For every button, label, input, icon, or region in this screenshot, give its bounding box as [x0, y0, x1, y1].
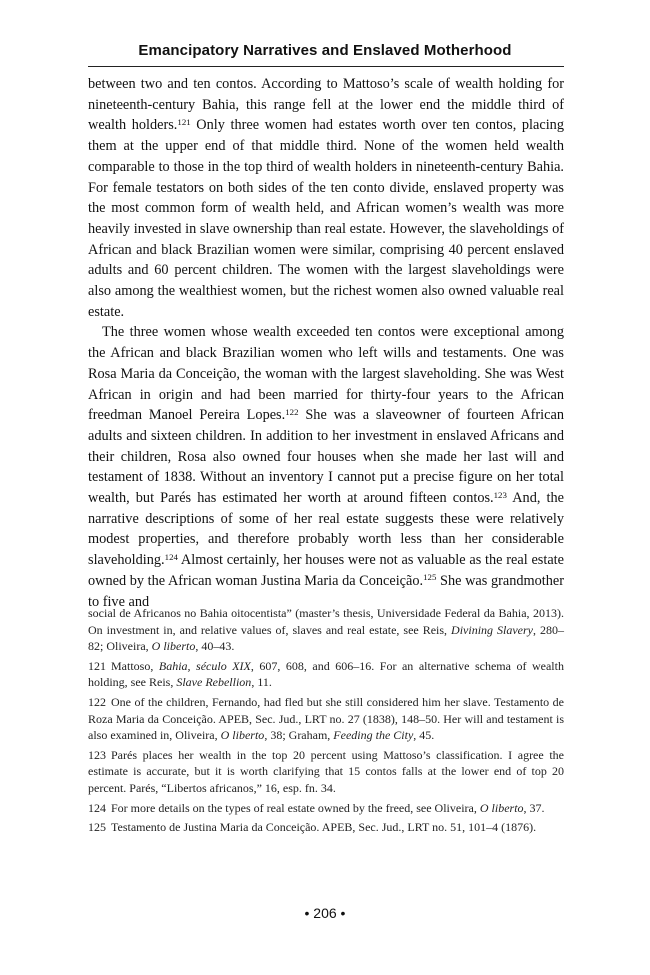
footnote: [88, 605, 564, 655]
text-run: between two and ten contos. According to Mattoso’s scale of wealth holding for nineteenth-century Bahia, this range fell at the lower end the middle third of wealth holders.: [88, 76, 564, 134]
footnote: [88, 819, 564, 836]
italic-title: O liberto: [220, 728, 265, 743]
italic-title: Feeding the City: [333, 728, 414, 743]
footnote-number: 125: [88, 820, 106, 835]
running-header: Emancipatory Narratives and Enslaved Motherhood: [138, 42, 512, 59]
italic-title: Slave Rebellion: [176, 675, 252, 690]
paragraph-2: [88, 322, 564, 612]
text-run: , 38; Graham,: [264, 728, 334, 743]
footnote-number: 122: [88, 694, 106, 709]
text-run: The three women whose wealth exceeded ten contos were exceptional among the African and black Brazilian women who left wills and testaments. One was Rosa Maria da Conceição, the woman with the largest slaveholding. She was West African in origin and had been married for thirty-four years to the African freedman Manoel Pereira Lopes.: [88, 324, 564, 424]
italic-title: Divining Slavery: [451, 622, 533, 637]
italic-title: O liberto: [151, 639, 196, 654]
footnotes: [88, 605, 564, 839]
main-text: [88, 74, 564, 612]
text-run: , 40–43.: [195, 639, 235, 654]
text-run: For more details on the types of real estate owned by the freed, see Oliveira,: [111, 800, 480, 815]
text-run: Testamento de Justina Maria da Conceição. APEB, Sec. Jud., LRT no. 51, 101–4 (1876).: [111, 820, 537, 835]
footnote-number: 124: [88, 800, 106, 815]
footnote: [88, 694, 564, 744]
text-run: Parés places her wealth in the top 20 percent using Mattoso’s classification. I agree the estimate is accurate, but it is worth clarifying that 15 contos falls at the lower end of top 20 percent. Parés, “Libertos africanos,” 16, esp. fn. 34.: [88, 747, 564, 795]
footnote-number: 121: [88, 658, 106, 673]
footnote-number: 123: [88, 747, 106, 762]
text-run: , 607, 608, and 606–16. For an alternative schema of wealth holding, see Reis,: [88, 658, 564, 690]
text-run: , 45.: [413, 728, 435, 743]
footnote-ref: 123: [493, 489, 507, 500]
text-run: , 11.: [251, 675, 272, 690]
text-run: , 280–82; Oliveira,: [88, 622, 564, 654]
text-run: One of the children, Fernando, had fled but she still considered him her slave. Testamento de Roza Maria da Conceição. APEB, Sec. Jud., LRT no. 27 (1838), 148–50. Her will and testament is also examined in, Oliveira,: [88, 694, 564, 743]
footnote-ref: 122: [285, 406, 299, 417]
page-number: • 206 •: [304, 905, 346, 921]
text-run: Only three women had estates worth over ten contos, placing them at the upper end of that middle third. None of the women held wealth comparable to those in the top third of wealth holders in nineteenth-century Bahia. For female testators on both sides of the ten conto divide, enslaved property was the most common form of wealth held, and African women’s wealth was more heavily invested in slave ownership than real estate. However, the slaveholdings of African and black Brazilian women were similar, comprising 40 percent enslaved adults and 60 percent children. The women with the largest slaveholdings were also among the wealthiest women, but the richest women also owned valuable real estate.: [88, 117, 564, 320]
text-run: social de Africanos no Bahia oitocentista” (master’s thesis, Universidade Federal da Bahia, 2013). On investment in, and relative values of, slaves and real estate, see Reis,: [88, 606, 564, 637]
text-run: And, the narrative descriptions of some of her real estate suggests these were relatively modest properties, and therefore probably worth less than her considerable slaveholding.: [88, 490, 564, 569]
paragraph-1: [88, 74, 564, 322]
footnote-ref: 124: [164, 551, 178, 562]
text-run: Mattoso,: [111, 658, 159, 673]
italic-title: Bahia, século XIX: [158, 658, 251, 673]
footnote: [88, 658, 564, 691]
text-run: She was grandmother to five and: [88, 572, 565, 610]
footnote-ref: 125: [423, 572, 437, 583]
italic-title: O liberto: [479, 800, 524, 815]
text-run: She was a slaveowner of fourteen African adults and sixteen children. In addition to her investment in enslaved Africans and their children, Rosa also owned four houses when she made her last will and testament of 1838. Without an inventory I cannot put a precise figure on her total wealth, but Parés has estimated her worth at around fifteen contos.: [88, 407, 564, 507]
header-rule: [88, 66, 564, 67]
text-run: Almost certainly, her houses were not as valuable as the real estate owned by the African woman Justina Maria da Conceição.: [88, 552, 564, 589]
footnote-ref: 121: [177, 116, 191, 127]
text-run: , 37.: [523, 800, 545, 815]
footnote: [88, 747, 564, 797]
footnote: [88, 800, 564, 817]
